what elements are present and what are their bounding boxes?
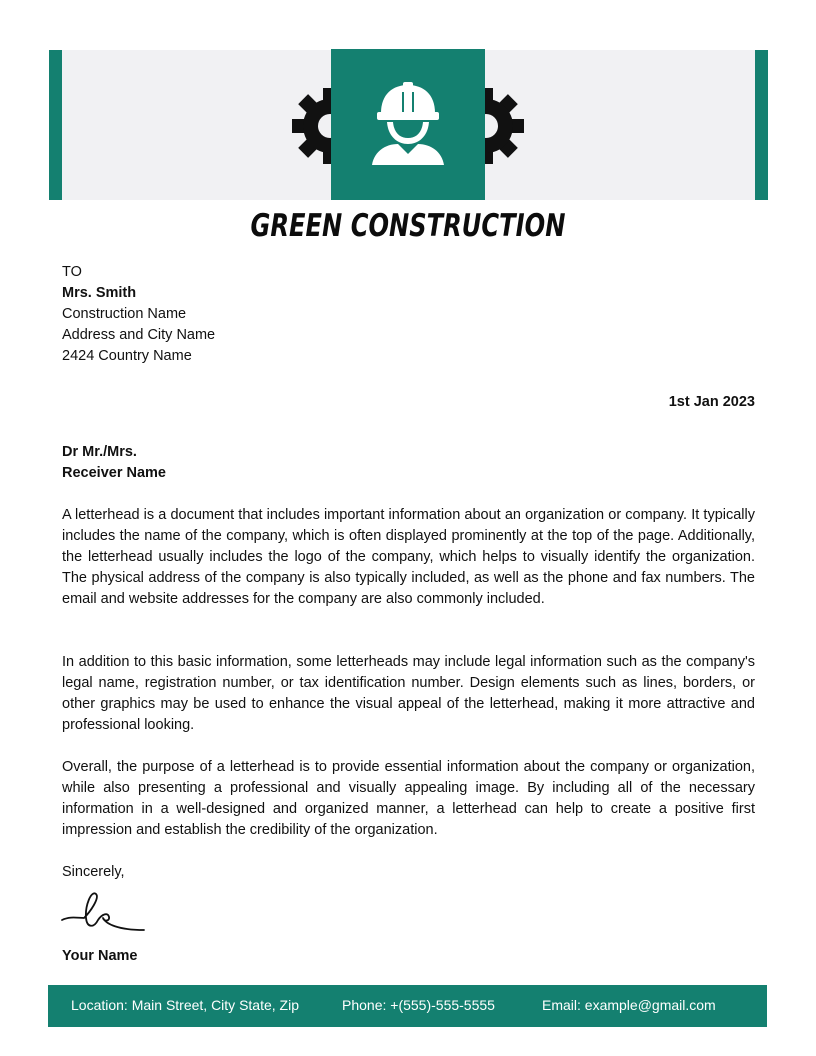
body-paragraph: Overall, the purpose of a letterhead is to provide essential information about the company or organization, while also presenting a professional and visually appealing image. By including all of the necessary information in a well-designed and organized manner, a letterhead can help to create a positive first impression and establish the credibility of the organization. (62, 759, 755, 838)
sign-off: Sincerely, (62, 864, 125, 880)
header-accent-right (755, 50, 768, 200)
salutation-line: Dr Mr./Mrs. (62, 444, 137, 460)
footer-location: Location: Main Street, City State, Zip (71, 997, 299, 1013)
recipient-country: 2424 Country Name (62, 348, 192, 364)
signer-name: Your Name (62, 948, 138, 964)
footer-phone: Phone: +(555)-555-5555 (342, 997, 495, 1013)
company-name: GREEN CONSTRUCTION (250, 208, 566, 244)
body-paragraph: A letterhead is a document that includes important information about an organization or company. It typically includes the name of the company, which is often displayed prominently at the top of the page. Additionally, the letterhead usually includes the logo of the company, which helps to visually identify the organization. The physical address of the company is also typically included, as well as the phone and fax numbers. The email and website addresses for the company are also commonly included. (62, 507, 755, 607)
receiver-name: Receiver Name (62, 465, 166, 481)
footer-bar (48, 985, 767, 1027)
logo-box (331, 49, 485, 200)
footer-email: Email: example@gmail.com (542, 997, 716, 1013)
to-label: TO (62, 264, 82, 280)
signature-image (60, 890, 146, 936)
recipient-company: Construction Name (62, 306, 187, 322)
construction-worker-icon (368, 81, 448, 167)
recipient-name: Mrs. Smith (62, 285, 137, 301)
header-accent-left (49, 50, 62, 200)
recipient-address: Address and City Name (62, 327, 216, 343)
letter-date: 1st Jan 2023 (668, 394, 755, 410)
body-paragraph: In addition to this basic information, some letterheads may include legal information such as the company's legal name, registration number, or tax identification number. Design elements such as lines, borders, or other graphics may be used to enhance the visual appeal of the letterhead, making it more attractive and professional looking. (62, 654, 755, 733)
